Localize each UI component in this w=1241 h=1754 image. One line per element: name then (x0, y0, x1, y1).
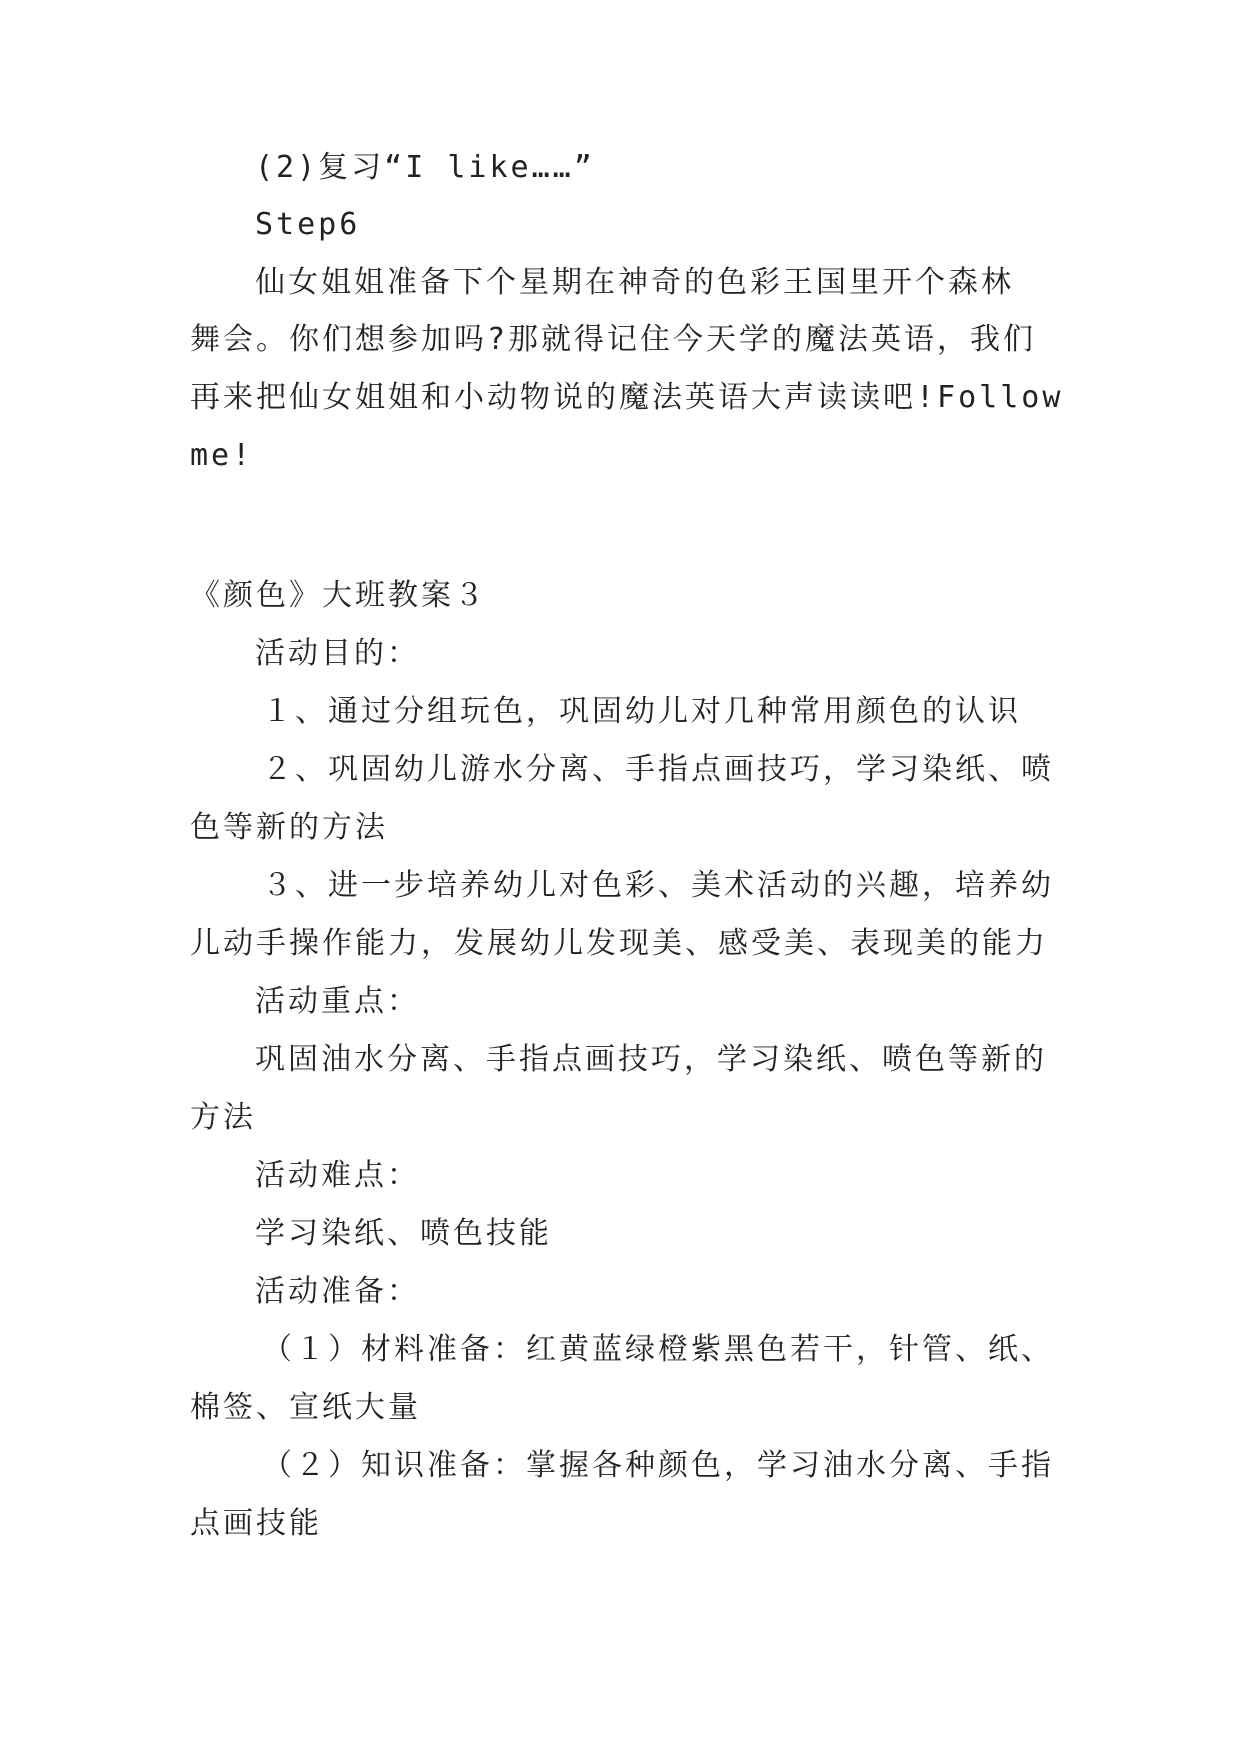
preparation-item: （１）材料准备：红黄蓝绿橙紫黑色若干，针管、纸、 (262, 1332, 1054, 1367)
objectives-heading: 活动目的： (255, 636, 420, 671)
paragraph-line: 再来把仙女姐姐和小动物说的魔法英语大声读读吧!Follow (190, 380, 1064, 415)
objective-item: １、通过分组玩色，巩固幼儿对几种常用颜色的认识 (262, 694, 1021, 729)
preparation-heading: 活动准备： (255, 1274, 420, 1309)
difficulty-heading: 活动难点： (255, 1158, 420, 1193)
objective-item-continued: 色等新的方法 (190, 810, 388, 845)
objective-item-continued: 儿动手操作能力，发展幼儿发现美、感受美、表现美的能力 (190, 926, 1048, 961)
objective-item: ２、巩固幼儿游水分离、手指点画技巧，学习染纸、喷 (262, 752, 1054, 787)
key-point-text: 巩固油水分离、手指点画技巧，学习染纸、喷色等新的 (255, 1042, 1047, 1077)
section-title: 《颜色》大班教案３ (190, 578, 487, 613)
preparation-item-continued: 棉签、宣纸大量 (190, 1390, 421, 1425)
step-label: Step6 (255, 207, 361, 242)
preparation-item: （２）知识准备：掌握各种颜色，学习油水分离、手指 (262, 1448, 1054, 1483)
key-point-text-continued: 方法 (190, 1100, 256, 1135)
paragraph-line: 仙女姐姐准备下个星期在神奇的色彩王国里开个森林 (255, 265, 1014, 300)
objective-item: ３、进一步培养幼儿对色彩、美术活动的兴趣，培养幼 (262, 868, 1054, 903)
review-item: (2)复习“I like……” (255, 150, 595, 185)
paragraph-line: 舞会。你们想参加吗?那就得记住今天学的魔法英语，我们 (190, 322, 1037, 357)
difficulty-text: 学习染纸、喷色技能 (255, 1216, 552, 1251)
preparation-item-continued: 点画技能 (190, 1506, 322, 1541)
paragraph-line: me! (190, 438, 254, 473)
key-point-heading: 活动重点： (255, 984, 420, 1019)
